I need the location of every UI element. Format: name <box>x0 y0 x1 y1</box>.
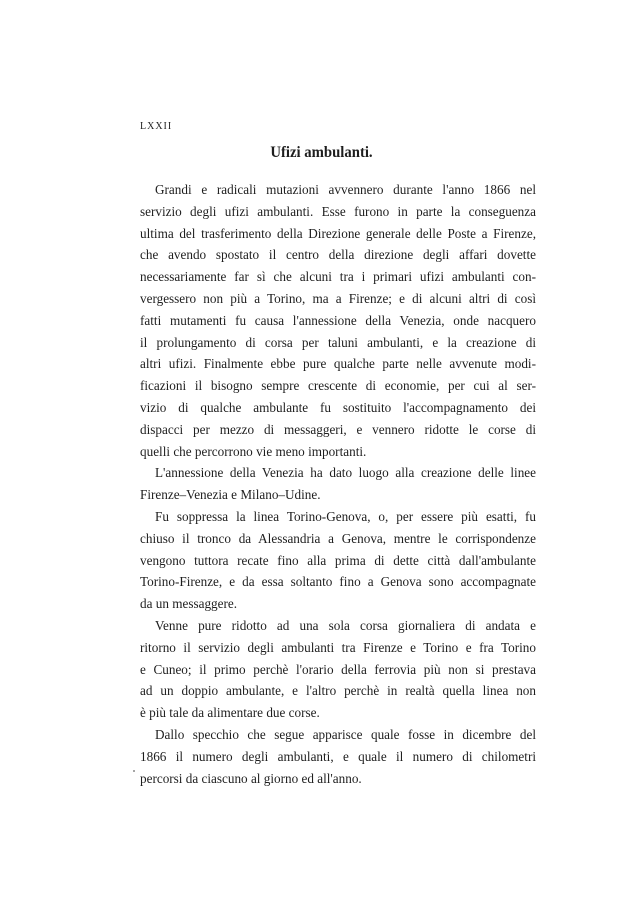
text-line: vizio di qualche ambulante fu sostituito l'accompagnamento dei <box>140 399 536 415</box>
text-line: fatti mutamenti fu causa l'annessione della Venezia, onde nacquero <box>140 312 536 328</box>
text-line: quelli che percorrono vie meno importanti. <box>140 443 367 459</box>
text-line: il prolungamento di corsa per taluni ambulanti, e la creazione di <box>140 334 536 350</box>
text-line: chiuso il tronco da Alessandria a Genova, mentre le corrispondenze <box>140 530 536 546</box>
text-line: da un messaggere. <box>140 596 238 612</box>
text-line: percorsi da ciascuno al giorno ed all'anno. <box>140 770 362 786</box>
text-line: Dallo specchio che segue apparisce quale fosse in dicembre del <box>155 726 536 742</box>
text-line: che avendo spostato il centro della direzione degli affari dovette <box>140 247 536 263</box>
page-number: LXXII <box>140 121 173 132</box>
text-line: Torino-Firenze, e da essa soltanto fino a Genova sono accompagnate <box>140 574 536 590</box>
text-line: Fu soppressa la linea Torino-Genova, o, per essere più esatti, fu <box>155 508 536 524</box>
text-line: e Cuneo; il primo perchè l'orario della ferrovia più non si prestava <box>140 661 536 677</box>
text-line: ficazioni il bisogno sempre crescente di economie, per cui al ser- <box>140 378 536 394</box>
text-line: necessariamente far sì che alcuni tra i primari ufizi ambulanti con- <box>140 269 536 285</box>
ink-speck <box>133 770 135 772</box>
text-line: altri ufizi. Finalmente ebbe pure qualche parte nelle avvenute modi- <box>140 356 536 372</box>
text-line: ad un doppio ambulante, e l'altro perchè in realtà quella linea non <box>140 683 536 699</box>
text-line: Venne pure ridotto ad una sola corsa giornaliera di andata e <box>155 617 536 633</box>
text-line: dispacci per mezzo di messaggeri, e vennero ridotte le corse di <box>140 421 536 437</box>
body-text <box>140 179 536 789</box>
text-line: è più tale da alimentare due corse. <box>140 705 320 721</box>
text-line: vergessero non più a Torino, ma a Firenze; e di alcuni altri di così <box>140 290 536 306</box>
text-line: L'annessione della Venezia ha dato luogo alla creazione delle linee <box>155 465 536 481</box>
text-line: ultima del trasferimento della Direzione generale delle Poste a Firenze, <box>140 225 536 241</box>
text-line: vengono tuttora recate fino alla prima di dette città dall'ambulante <box>140 552 536 568</box>
text-line: servizio degli ufizi ambulanti. Esse furono in parte la conseguenza <box>140 203 536 219</box>
text-line: ritorno il servizio degli ambulanti tra Firenze e Torino e fra Torino <box>140 639 536 655</box>
text-line: Firenze–Venezia e Milano–Udine. <box>140 487 321 503</box>
text-line: 1866 il numero degli ambulanti, e quale il numero di chilometri <box>140 748 536 764</box>
page-title: Ufizi ambulanti. <box>270 144 373 161</box>
text-line: Grandi e radicali mutazioni avvennero durante l'anno 1866 nel <box>155 182 536 197</box>
